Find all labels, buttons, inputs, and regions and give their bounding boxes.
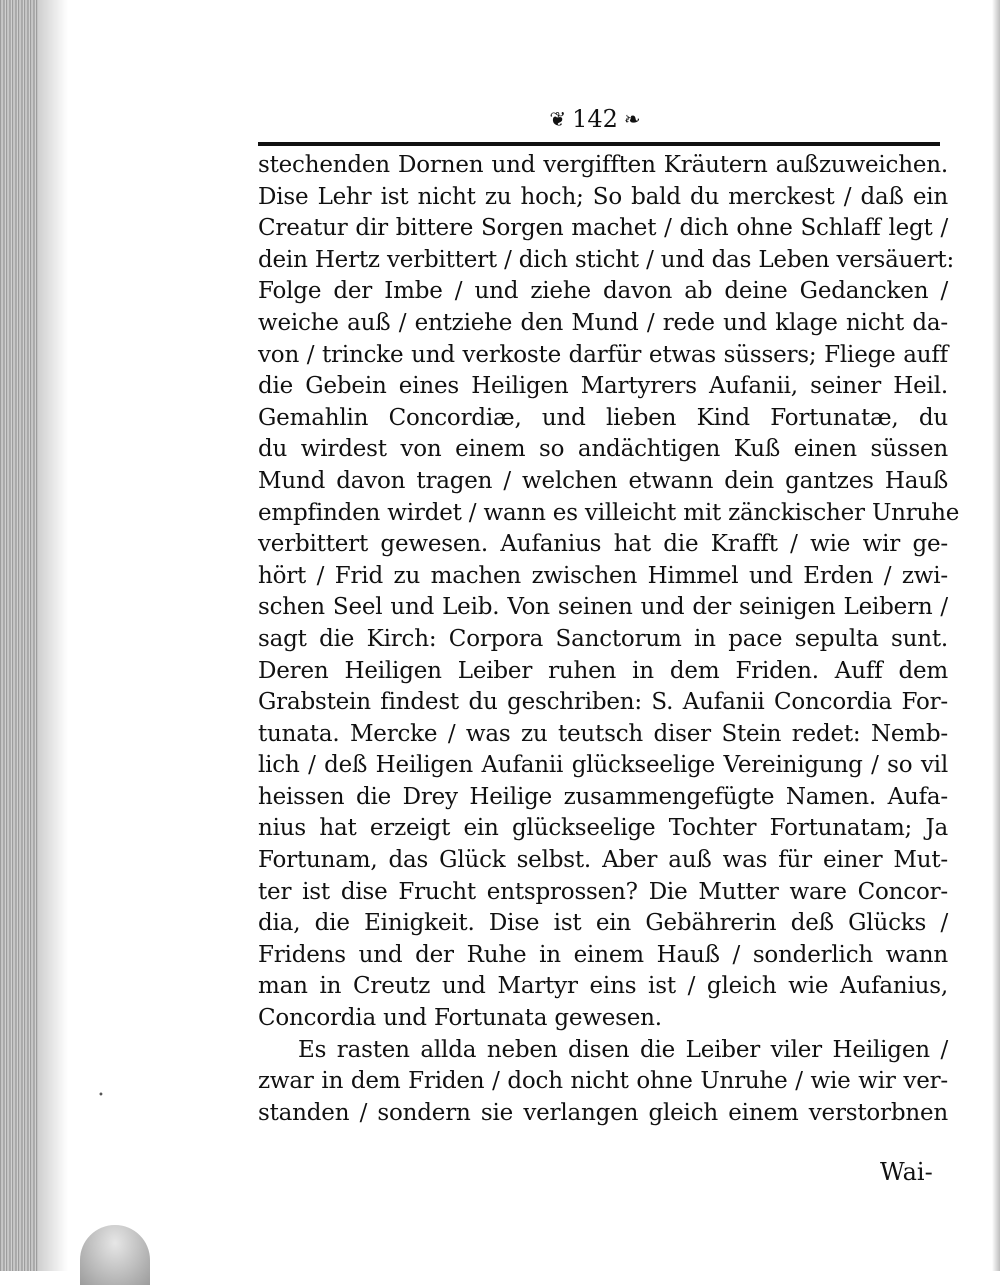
text-line: die Gebein eines Heiligen Martyrers Aufanii, seiner Heil. <box>258 373 948 400</box>
text-line: Mund davon tragen / welchen etwann dein gantzes Hauß <box>258 467 948 494</box>
catchword: Wai- <box>880 1158 933 1186</box>
text-line: dia, die Einigkeit. Dise ist ein Gebährerin deß Glücks / <box>258 910 948 937</box>
text-line: standen / sondern sie verlangen gleich einem verstorbnen <box>258 1099 948 1126</box>
text-line: empfinden wirdet / wann es villeicht mit zänckischer Unruhe <box>258 499 960 526</box>
text-line: hört / Frid zu machen zwischen Himmel und Erden / zwi- <box>258 562 948 589</box>
text-line: von / trincke und verkoste darfür etwas süssers; Fliege auff <box>258 341 948 368</box>
body-text <box>258 150 960 1129</box>
page-number: 142 <box>572 105 618 133</box>
text-line: du wirdest von einem so andächtigen Kuß einen süssen <box>258 436 948 463</box>
page-header <box>520 104 670 134</box>
text-line: Creatur dir bittere Sorgen machet / dich ohne Schlaff legt / <box>258 215 948 242</box>
right-page-edge <box>992 0 1000 1271</box>
ornament-left-icon: ❦ <box>549 107 567 131</box>
text-line: man in Creutz und Martyr eins ist / gleich wie Aufanius, <box>258 973 948 1000</box>
text-line: sagt die Kirch: Corpora Sanctorum in pace sepulta sunt. <box>258 625 948 652</box>
text-line: Grabstein findest du geschriben: S. Aufanii Concordia For- <box>258 689 948 716</box>
text-line: schen Seel und Leib. Von seinen und der seinigen Leibern / <box>258 594 948 621</box>
header-rule <box>258 142 940 146</box>
text-line: Fortunam, das Glück selbst. Aber auß was für einer Mut- <box>258 847 948 874</box>
text-line: Gemahlin Concordiæ, und lieben Kind Fortunatæ, du <box>258 404 948 431</box>
ornament-right-icon: ❧ <box>623 107 641 131</box>
text-line: Es rasten allda neben disen die Leiber viler Heiligen / <box>298 1036 948 1063</box>
margin-speck: • <box>98 1090 104 1101</box>
scanner-thumb <box>80 1225 150 1285</box>
text-line: lich / deß Heiligen Aufanii glückseelige Vereinigung / so vil <box>258 752 948 779</box>
text-line: Folge der Imbe / und ziehe davon ab deine Gedancken / <box>258 278 948 305</box>
gutter-shadow <box>38 0 68 1271</box>
text-line: Fridens und der Ruhe in einem Hauß / sonderlich wann <box>258 941 948 968</box>
book-page-edges <box>0 0 38 1271</box>
text-line: Dise Lehr ist nicht zu hoch; So bald du merckest / daß ein <box>258 183 948 210</box>
text-line: ter ist dise Frucht entsprossen? Die Mutter ware Concor- <box>258 878 948 905</box>
text-line: verbittert gewesen. Aufanius hat die Krafft / wie wir ge- <box>258 531 948 558</box>
text-line: tunata. Mercke / was zu teutsch diser Stein redet: Nemb- <box>258 720 948 747</box>
text-line: Concordia und Fortunata gewesen. <box>258 1005 662 1032</box>
text-line: zwar in dem Friden / doch nicht ohne Unruhe / wie wir ver- <box>258 1068 948 1095</box>
text-line: weiche auß / entziehe den Mund / rede und klage nicht da- <box>258 309 948 336</box>
text-line: Deren Heiligen Leiber ruhen in dem Friden. Auff dem <box>258 657 948 684</box>
text-line: stechenden Dornen und vergifften Kräutern außzuweichen. <box>258 152 948 178</box>
text-line: nius hat erzeigt ein glückseelige Tochter Fortunatam; Ja <box>258 815 948 842</box>
text-line: dein Hertz verbittert / dich sticht / und das Leben versäuert: <box>258 246 955 273</box>
text-line: heissen die Drey Heilige zusammengefügte Namen. Aufa- <box>258 783 948 810</box>
